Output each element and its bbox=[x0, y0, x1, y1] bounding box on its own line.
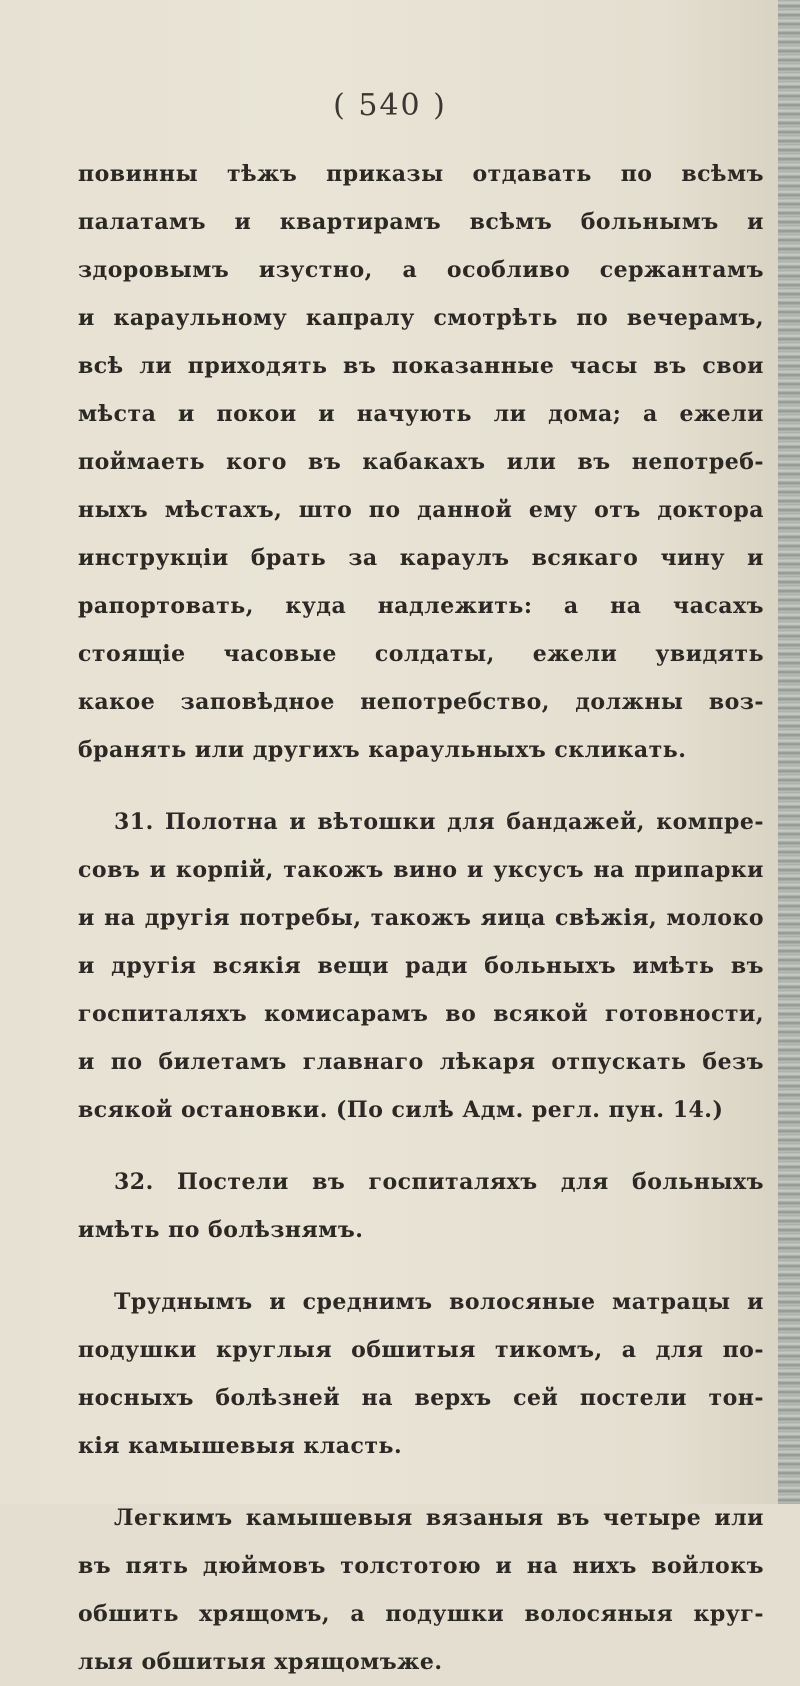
text-line: палатамъ и квартирамъ всѣмъ больнымъ и bbox=[78, 209, 764, 235]
text-line: 31. Полотна и вѣтошки для бандажей, компре- bbox=[114, 809, 764, 835]
text-line: и караульному капралу смотрѣть по вечерамъ, bbox=[78, 305, 764, 331]
paragraph-orders bbox=[78, 150, 764, 774]
page-edge bbox=[778, 0, 800, 1504]
text-line: рапортовать, куда надлежить: а на часахъ bbox=[78, 593, 764, 619]
text-line: повинны тѣжъ приказы отдавать по всѣмъ bbox=[78, 161, 764, 187]
paragraph-light-patients bbox=[78, 1494, 764, 1686]
text-line: бранять или другихъ караульныхъ скликать. bbox=[78, 737, 687, 763]
text-line: носныхъ болѣзней на верхъ сей постели тон- bbox=[78, 1385, 764, 1411]
text-line: стоящіе часовые солдаты, ежели увидять bbox=[78, 641, 764, 667]
text-line: поймаеть кого въ кабакахъ или въ непотреб- bbox=[78, 449, 764, 475]
text-line: Труднымъ и среднимъ волосяные матрацы и bbox=[114, 1289, 764, 1315]
text-line: здоровымъ изустно, а особливо сержантамъ bbox=[78, 257, 764, 283]
text-line: и на другія потребы, такожъ яица свѣжія, молоко bbox=[78, 905, 764, 931]
text-line: имѣть по болѣзнямъ. bbox=[78, 1217, 364, 1243]
paragraph-heavy-patients bbox=[78, 1278, 764, 1470]
text-line: ныхъ мѣстахъ, што по данной ему отъ доктора bbox=[78, 497, 764, 523]
text-line: госпиталяхъ комисарамъ во всякой готовности, bbox=[78, 1001, 764, 1027]
text-line: всѣ ли приходять въ показанные часы въ свои bbox=[78, 353, 764, 379]
text-line: подушки круглыя обшитыя тикомъ, а для по- bbox=[78, 1337, 764, 1363]
text-line: кія камышевыя класть. bbox=[78, 1433, 403, 1459]
text-line: обшить хрящомъ, а подушки волосяныя круг- bbox=[78, 1601, 764, 1627]
text-line: мѣста и покои и начують ли дома; а ежели bbox=[78, 401, 764, 427]
text-line: лыя обшитыя хрящомъже. bbox=[78, 1649, 443, 1675]
page-number: ( 540 ) bbox=[333, 88, 447, 123]
text-line: всякой остановки. (По силѣ Адм. регл. пун. 14.) bbox=[78, 1097, 724, 1123]
text-line: какое заповѣдное непотребство, должны воз- bbox=[78, 689, 764, 715]
paragraph-31 bbox=[78, 798, 764, 1134]
text-line: Легкимъ камышевыя вязаныя въ четыре или bbox=[114, 1505, 764, 1531]
text-line: и другія всякія вещи ради больныхъ имѣть въ bbox=[78, 953, 764, 979]
text-line: и по билетамъ главнаго лѣкаря отпускать безъ bbox=[78, 1049, 764, 1075]
text-line: въ пять дюймовъ толстотою и на нихъ войлокъ bbox=[78, 1553, 764, 1579]
text-block bbox=[78, 150, 764, 1686]
text-line: совъ и корпій, такожъ вино и уксусъ на припарки bbox=[78, 857, 764, 883]
paragraph-32 bbox=[78, 1158, 764, 1254]
text-line: инструкціи брать за караулъ всякаго чину и bbox=[78, 545, 764, 571]
text-line: 32. Постели въ госпиталяхъ для больныхъ bbox=[114, 1169, 764, 1195]
